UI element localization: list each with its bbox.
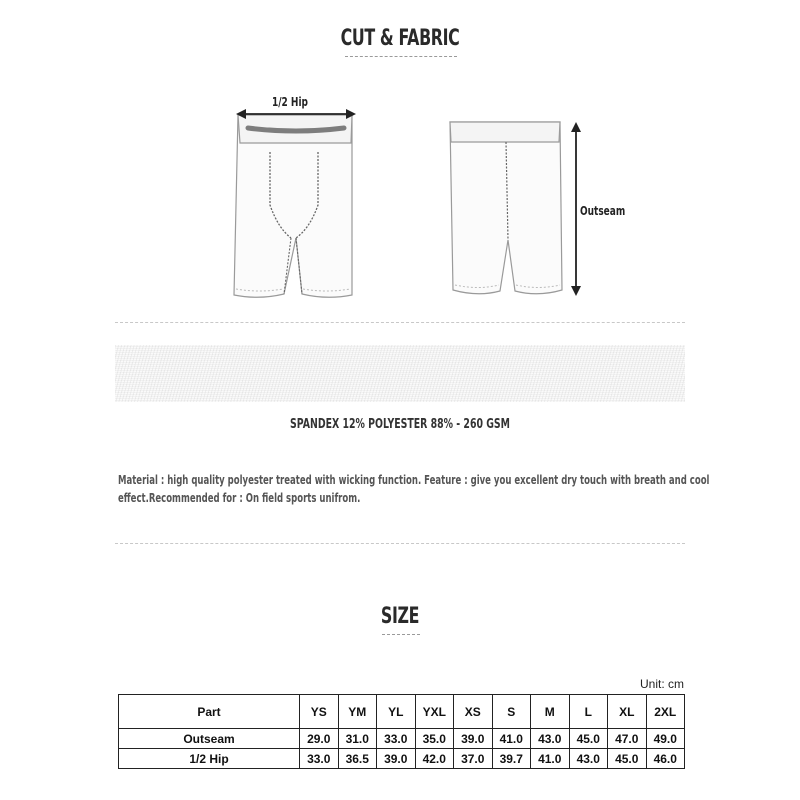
table-cell: 29.0 <box>300 729 339 749</box>
unit-label: Unit: cm <box>639 677 684 691</box>
material-description <box>118 471 757 507</box>
title-underline <box>382 634 420 635</box>
table-header-cell: Part <box>119 695 300 729</box>
size-table <box>118 694 685 769</box>
table-cell: 39.7 <box>492 749 531 769</box>
table-cell: 33.0 <box>377 729 416 749</box>
shorts-back-view <box>450 122 562 294</box>
table-cell: 37.0 <box>454 749 493 769</box>
section-title-cut-fabric: CUT & FABRIC <box>340 26 460 51</box>
table-cell: 43.0 <box>531 729 570 749</box>
table-cell: 43.0 <box>569 749 608 769</box>
hip-label: 1/2 Hip <box>272 95 308 110</box>
outseam-label: Outseam <box>580 204 626 219</box>
table-header-cell: 2XL <box>646 695 685 729</box>
fabric-swatch <box>115 345 685 402</box>
table-cell: 45.0 <box>569 729 608 749</box>
table-cell: 39.0 <box>377 749 416 769</box>
table-cell: Outseam <box>119 729 300 749</box>
table-row <box>119 749 685 769</box>
table-cell: 47.0 <box>608 729 647 749</box>
table-cell: 31.0 <box>338 729 377 749</box>
section-title-size: SIZE <box>380 604 420 629</box>
table-cell: 49.0 <box>646 729 685 749</box>
shorts-illustration <box>0 0 800 320</box>
table-cell: 33.0 <box>300 749 339 769</box>
fabric-composition: SPANDEX 12% POLYESTER 88% - 260 GSM <box>290 417 510 432</box>
table-cell: 45.0 <box>608 749 647 769</box>
table-header-cell: YL <box>377 695 416 729</box>
table-cell: 42.0 <box>415 749 454 769</box>
table-header-cell: XL <box>608 695 647 729</box>
shorts-front-view <box>234 115 352 297</box>
table-cell: 1/2 Hip <box>119 749 300 769</box>
table-header-cell: L <box>569 695 608 729</box>
table-header-cell: S <box>492 695 531 729</box>
table-header-cell: XS <box>454 695 493 729</box>
material-description-line: Material : high quality polyester treated with wicking function. Feature : give you excellent dry touch with breath and cool <box>118 473 710 487</box>
table-cell: 41.0 <box>531 749 570 769</box>
table-header-cell: YS <box>300 695 339 729</box>
table-header-row <box>119 695 685 729</box>
table-cell: 41.0 <box>492 729 531 749</box>
table-cell: 36.5 <box>338 749 377 769</box>
divider <box>115 543 685 544</box>
table-row <box>119 729 685 749</box>
table-cell: 35.0 <box>415 729 454 749</box>
table-cell: 46.0 <box>646 749 685 769</box>
material-description-line: effect.Recommended for : On field sports unifrom. <box>118 491 361 505</box>
table-cell: 39.0 <box>454 729 493 749</box>
table-header-cell: M <box>531 695 570 729</box>
divider <box>115 322 685 323</box>
table-header-cell: YXL <box>415 695 454 729</box>
table-header-cell: YM <box>338 695 377 729</box>
